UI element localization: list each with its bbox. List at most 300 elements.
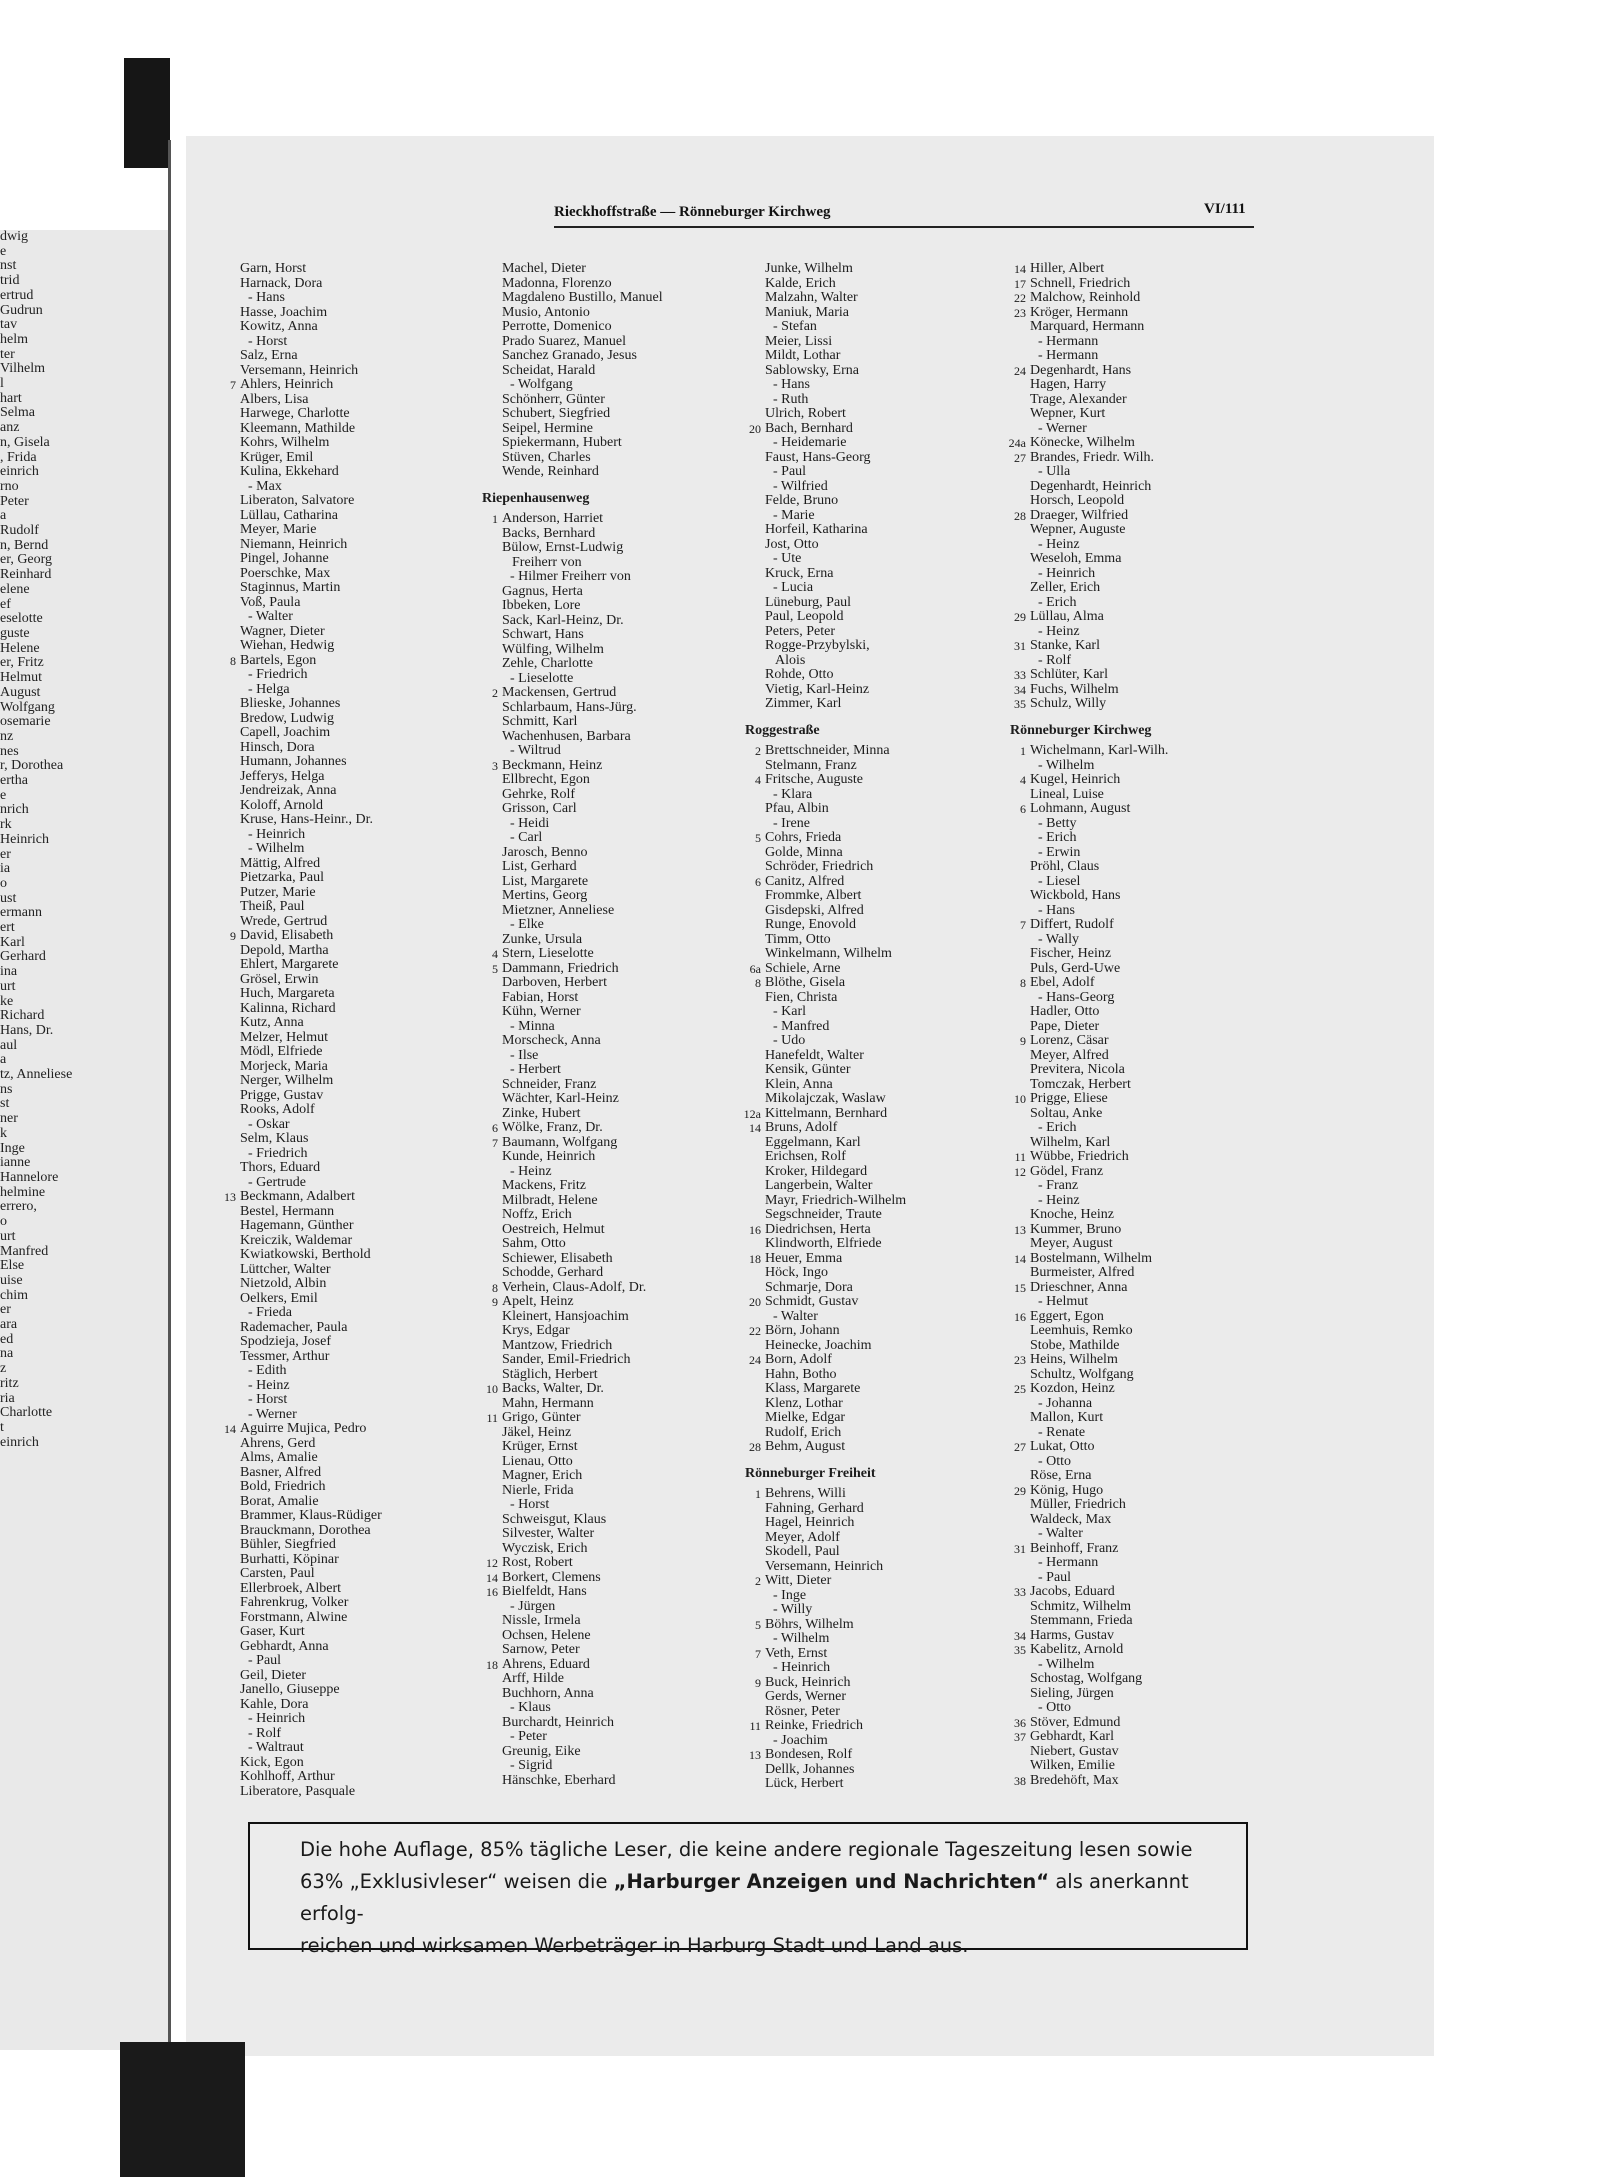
resident-entry: [1014, 449, 1168, 466]
resident-entry: [765, 1603, 906, 1618]
resident-name: - Werner: [1038, 420, 1087, 436]
left-page-line: urt: [0, 1228, 16, 1244]
resident-name: Lüllau, Catharina: [240, 507, 338, 523]
resident-name: Bredow, Ludwig: [240, 710, 334, 726]
resident-name: - Walter: [773, 1308, 818, 1324]
resident-name: Alois: [775, 652, 806, 668]
left-page-line: Rudolf: [0, 523, 39, 539]
left-page-line: ef: [0, 596, 11, 612]
resident-name: Dammann, Friedrich: [502, 960, 619, 976]
resident-entry: [240, 1625, 382, 1640]
resident-name: - Hans-Georg: [1038, 989, 1115, 1005]
resident-name: Pape, Dieter: [1030, 1018, 1100, 1034]
resident-entry: [502, 860, 663, 875]
resident-entry: [502, 1701, 663, 1716]
resident-entry: [240, 349, 382, 364]
resident-entry: [1014, 1482, 1168, 1499]
resident-entry: [1014, 609, 1168, 625]
resident-name: Schmidt, Gustav: [765, 1294, 859, 1309]
resident-name: Beckmann, Heinz: [502, 757, 603, 773]
resident-name: - Otto: [1038, 1453, 1072, 1469]
resident-entry: [240, 465, 382, 480]
advert-line-2-end: als anerkannt erfolg-: [300, 1870, 1189, 1925]
resident-entry: [765, 1281, 906, 1296]
left-page-line: tav: [0, 317, 18, 333]
resident-name: Klenz, Lothar: [765, 1395, 843, 1411]
resident-entry: [240, 828, 382, 843]
resident-name: Meyer, Alfred: [1030, 1047, 1109, 1063]
resident-name: - Max: [248, 478, 282, 494]
resident-name: Spodzieja, Josef: [240, 1334, 331, 1349]
resident-entry: [1030, 1411, 1168, 1426]
left-page-line: er: [0, 846, 11, 862]
resident-name: Röse, Erna: [1030, 1468, 1092, 1483]
resident-entry: [765, 494, 906, 509]
resident-entry: [240, 567, 382, 582]
left-page-line: einrich: [0, 464, 39, 480]
column-3: [743, 261, 907, 1792]
resident-entry: [765, 1632, 906, 1647]
resident-name: Jacobs, Eduard: [1030, 1584, 1115, 1599]
house-number: 12: [486, 1556, 498, 1570]
resident-entry: [502, 1397, 663, 1412]
resident-entry: [240, 1002, 382, 1017]
resident-name: Hagel, Heinrich: [765, 1515, 855, 1530]
resident-entry: [755, 1486, 906, 1502]
resident-entry: [240, 523, 382, 538]
resident-entry: [502, 918, 663, 933]
house-number: 35: [1014, 697, 1026, 711]
resident-entry: [749, 1352, 906, 1368]
left-page-line: a: [0, 1052, 7, 1068]
resident-entry: [755, 1573, 906, 1589]
resident-name: Kummer, Bruno: [1030, 1221, 1122, 1237]
resident-name: Thors, Eduard: [240, 1160, 321, 1175]
resident-name: Gebhardt, Karl: [1030, 1729, 1114, 1744]
resident-entry: [1030, 407, 1168, 422]
house-number: 28: [1014, 508, 1026, 523]
resident-entry: [502, 599, 663, 614]
resident-entry: [240, 1698, 382, 1713]
resident-name: Skodell, Paul: [765, 1544, 840, 1559]
house-number: 8: [1020, 976, 1026, 990]
left-page-line: nrich: [0, 802, 29, 818]
resident-entry: [502, 889, 663, 904]
resident-name: Knoche, Heinz: [1030, 1207, 1114, 1222]
resident-name: - Heidi: [510, 815, 550, 831]
left-page-line: ter: [0, 346, 15, 362]
resident-entry: [502, 1310, 663, 1325]
resident-entry: [240, 1306, 382, 1321]
resident-entry: [502, 1498, 663, 1513]
resident-entry: [240, 1495, 382, 1510]
resident-entry: [1030, 1324, 1168, 1339]
resident-entry: [502, 846, 663, 861]
resident-entry: [1030, 422, 1168, 437]
resident-entry: [502, 1745, 663, 1760]
resident-name: Grigo, Günter: [502, 1410, 581, 1425]
resident-entry: [240, 1103, 382, 1118]
left-page-line: ertrud: [0, 287, 34, 303]
resident-entry: [765, 639, 906, 654]
resident-entry: [1030, 860, 1168, 875]
resident-entry: [765, 291, 906, 306]
resident-name: Wagner, Dieter: [240, 623, 325, 639]
resident-name: - Heinz: [1038, 1192, 1080, 1208]
resident-entry: [749, 1718, 906, 1734]
left-page-line: er: [0, 1302, 11, 1318]
resident-name: Schiewer, Elisabeth: [502, 1250, 613, 1266]
resident-entry: [765, 335, 906, 350]
resident-entry: [240, 1596, 382, 1611]
resident-name: Schubert, Siegfried: [502, 406, 611, 421]
resident-entry: [1030, 1426, 1168, 1441]
resident-name: - Heinrich: [248, 826, 306, 842]
resident-name: Stüven, Charles: [502, 449, 591, 465]
resident-name: Hahn, Botho: [765, 1366, 837, 1382]
resident-name: Marquard, Hermann: [1030, 319, 1145, 334]
resident-entry: [502, 451, 663, 466]
resident-name: - Friedrich: [248, 667, 308, 682]
resident-name: - Rolf: [1038, 652, 1072, 668]
resident-name: Fahrenkrug, Volker: [240, 1595, 349, 1610]
left-page-line: August: [0, 684, 41, 700]
left-page-line: Helmut: [0, 670, 42, 686]
resident-name: - Helmut: [1038, 1294, 1089, 1309]
resident-name: Lineal, Luise: [1030, 786, 1104, 802]
resident-name: Ebel, Adolf: [1030, 975, 1095, 990]
resident-entry: [1030, 1527, 1168, 1542]
resident-entry: [1030, 625, 1168, 640]
resident-name: - Wally: [1038, 931, 1079, 947]
resident-entry: [765, 523, 906, 538]
house-number: 14: [486, 1570, 498, 1585]
resident-name: Wepner, Auguste: [1030, 522, 1126, 537]
resident-entry: [1014, 362, 1168, 379]
resident-name: Rogge-Przybylski,: [765, 638, 870, 653]
resident-entry: [755, 772, 906, 788]
left-page-line: e: [0, 787, 7, 803]
resident-entry: [1014, 1584, 1168, 1600]
resident-name: - Walter: [248, 609, 293, 624]
resident-entry: [502, 556, 663, 571]
resident-entry: [240, 900, 382, 915]
resident-name: - Helga: [248, 681, 290, 697]
left-page-line: ermann: [0, 905, 42, 921]
resident-entry: [1030, 1136, 1168, 1151]
resident-name: Stelmann, Franz: [765, 757, 857, 773]
resident-name: - Ruth: [773, 391, 809, 407]
resident-entry: [502, 320, 663, 335]
left-page-line: dwig: [0, 230, 28, 244]
resident-entry: [1030, 991, 1168, 1006]
house-number: 2: [755, 744, 761, 758]
house-number: 29: [1014, 1483, 1026, 1498]
resident-name: Buck, Heinrich: [765, 1674, 851, 1690]
resident-entry: [1030, 1020, 1168, 1035]
resident-name: Felde, Bruno: [765, 493, 839, 508]
resident-name: Trage, Alexander: [1030, 391, 1127, 407]
resident-entry: [240, 422, 382, 437]
house-number: 18: [749, 1251, 761, 1266]
left-page-line: Wolfgang: [0, 699, 55, 715]
resident-name: Theiß, Paul: [240, 899, 305, 914]
resident-entry: [749, 1250, 906, 1267]
resident-entry: [240, 668, 382, 683]
resident-entry: [240, 1611, 382, 1626]
resident-name: Klein, Anna: [765, 1076, 833, 1092]
resident-name: Oestreich, Helmut: [502, 1221, 605, 1237]
resident-entry: [240, 915, 382, 930]
resident-entry: [240, 1045, 382, 1060]
resident-name: - Edith: [248, 1363, 287, 1378]
resident-name: Schultz, Wolfgang: [1030, 1366, 1134, 1382]
resident-name: Heinecke, Joachim: [765, 1337, 872, 1353]
resident-name: Schiele, Arne: [765, 960, 841, 976]
resident-entry: [765, 1411, 906, 1426]
resident-name: Ahrens, Eduard: [502, 1656, 590, 1672]
resident-entry: [502, 1527, 663, 1542]
resident-entry: [240, 1712, 382, 1727]
resident-entry: [240, 1176, 382, 1191]
resident-name: Höck, Ingo: [765, 1265, 828, 1280]
resident-entry: [765, 1502, 906, 1517]
resident-entry: [1030, 1266, 1168, 1281]
resident-entry: [1030, 875, 1168, 890]
resident-entry: [240, 1582, 382, 1597]
resident-entry: [240, 799, 382, 814]
resident-name: Basner, Alfred: [240, 1464, 322, 1480]
resident-name: Magner, Erich: [502, 1468, 583, 1483]
house-number: 1: [1020, 744, 1026, 758]
resident-name: Wickbold, Hans: [1030, 888, 1121, 903]
resident-name: Zeller, Erich: [1030, 580, 1101, 595]
resident-name: Sanchez Granado, Jesus: [502, 348, 637, 363]
resident-name: - Rolf: [248, 1725, 282, 1741]
resident-entry: [1030, 1759, 1168, 1774]
resident-entry: [502, 991, 663, 1006]
house-number: 9: [755, 1675, 761, 1690]
resident-entry: [1014, 1308, 1168, 1325]
resident-name: Drieschner, Anna: [1030, 1279, 1128, 1295]
resident-name: Magdaleno Bustillo, Manuel: [502, 290, 663, 305]
resident-entry: [1030, 320, 1168, 335]
resident-entry: [492, 757, 663, 774]
resident-entry: [502, 1643, 663, 1658]
resident-entry: [765, 1208, 906, 1223]
resident-entry: [1014, 696, 1168, 712]
resident-entry: [240, 770, 382, 785]
resident-name: Zehle, Charlotte: [502, 656, 593, 671]
resident-name: Mahn, Hermann: [502, 1395, 594, 1411]
resident-name: - Peter: [510, 1729, 547, 1744]
advert-newspaper-name: „Harburger Anzeigen und Nachrichten“: [613, 1870, 1050, 1893]
resident-entry: [240, 1770, 382, 1785]
resident-name: Backs, Bernhard: [502, 525, 596, 541]
advert-line-2: [300, 1866, 1246, 1930]
resident-name: Seipel, Hermine: [502, 420, 593, 436]
left-page-line: ara: [0, 1317, 18, 1333]
resident-name: Fabian, Horst: [502, 989, 579, 1005]
left-page-line: er, Fritz: [0, 655, 44, 671]
house-number: 35: [1014, 1643, 1026, 1657]
resident-name: Wrede, Gertrud: [240, 913, 328, 929]
left-page-line: Heinrich: [0, 831, 49, 847]
resident-name: Capell, Joachim: [240, 725, 331, 740]
resident-entry: [240, 1683, 382, 1698]
resident-entry: [502, 1426, 663, 1441]
resident-name: Gehrke, Rolf: [502, 786, 576, 802]
resident-entry: [765, 1705, 906, 1720]
resident-name: Lukat, Otto: [1030, 1439, 1095, 1454]
resident-name: Geil, Dieter: [240, 1667, 307, 1683]
resident-name: - Sigrid: [510, 1758, 553, 1773]
resident-entry: [1030, 1469, 1168, 1484]
resident-name: - Irene: [773, 815, 810, 831]
resident-entry: [755, 975, 906, 991]
left-page-line: ner: [0, 1111, 18, 1127]
left-page-line: guste: [0, 625, 30, 641]
resident-entry: [492, 1294, 663, 1310]
resident-name: Gödel, Franz: [1030, 1163, 1104, 1179]
resident-name: Schmarje, Dora: [765, 1279, 853, 1295]
resident-name: - Willy: [773, 1602, 813, 1617]
resident-name: - Heinz: [1038, 623, 1080, 639]
resident-name: Mackensen, Gertrud: [502, 685, 617, 700]
resident-name: König, Hugo: [1030, 1482, 1104, 1498]
resident-name: - Stefan: [773, 319, 817, 334]
left-page-line: anz: [0, 420, 20, 436]
resident-entry: [492, 1279, 663, 1296]
resident-entry: [240, 596, 382, 611]
resident-entry: [240, 1524, 382, 1539]
left-page-line: ritz: [0, 1375, 19, 1391]
resident-name: Stöver, Edmund: [1030, 1714, 1121, 1730]
resident-entry: [240, 1727, 382, 1742]
resident-name: Kensik, Günter: [765, 1062, 851, 1077]
resident-name: Wachenhusen, Barbara: [502, 728, 631, 744]
resident-name: Meyer, Marie: [240, 522, 317, 537]
resident-entry: [502, 1208, 663, 1223]
resident-name: Fahning, Gerhard: [765, 1500, 864, 1516]
resident-name: Anderson, Harriet: [502, 511, 604, 526]
resident-name: - Wilfried: [773, 478, 828, 494]
resident-entry: [765, 1266, 906, 1281]
resident-name: - Manfred: [773, 1018, 830, 1034]
resident-entry: [240, 1263, 382, 1278]
resident-entry: [240, 610, 382, 625]
resident-entry: [492, 1120, 663, 1136]
resident-name: Bühler, Siegfried: [240, 1537, 336, 1552]
street-heading: Roggestraße: [745, 722, 820, 738]
resident-entry: [502, 1107, 663, 1122]
resident-entry: [1030, 494, 1168, 509]
left-page-line: ia: [0, 861, 11, 877]
resident-name: Hagen, Harry: [1030, 377, 1107, 392]
resident-entry: [502, 1614, 663, 1629]
left-page-line: o: [0, 875, 7, 891]
resident-entry: [1014, 667, 1168, 683]
resident-entry: [765, 1063, 906, 1078]
resident-entry: [765, 947, 906, 962]
resident-entry: [240, 1408, 382, 1423]
advert-line-2-start: 63% „Exklusivleser“ weisen die: [300, 1870, 614, 1893]
left-page-line: Helene: [0, 640, 40, 656]
resident-name: - Walter: [1038, 1526, 1083, 1541]
resident-entry: [1030, 1179, 1168, 1194]
street-heading: Rönneburger Kirchweg: [1010, 722, 1152, 738]
house-number: 6: [492, 1121, 498, 1135]
resident-name: - Johanna: [1038, 1395, 1093, 1411]
resident-name: Kittelmann, Bernhard: [765, 1105, 888, 1121]
resident-name: Mödl, Elfriede: [240, 1044, 323, 1059]
resident-entry: [743, 1105, 906, 1122]
left-page-line: helmine: [0, 1184, 46, 1200]
house-number: 31: [1014, 639, 1026, 653]
resident-name: Cohrs, Frieda: [765, 830, 842, 845]
resident-entry: [240, 1060, 382, 1075]
left-page-fragment: [0, 230, 170, 2050]
resident-entry: [502, 585, 663, 600]
resident-entry: [502, 643, 663, 658]
resident-name: Rost, Robert: [502, 1555, 573, 1570]
resident-entry: [240, 480, 382, 495]
left-page-line: Gerhard: [0, 949, 46, 965]
resident-name: Lüttcher, Walter: [240, 1261, 331, 1277]
house-number: 4: [492, 947, 498, 961]
resident-name: Nissle, Irmela: [502, 1613, 581, 1628]
resident-entry: [765, 277, 906, 292]
resident-name: - Ilse: [510, 1047, 539, 1063]
resident-name: Golde, Minna: [765, 844, 843, 860]
house-number: 2: [492, 686, 498, 700]
left-page-line: Gudrun: [0, 302, 43, 318]
resident-name: Faust, Hans-Georg: [765, 449, 871, 465]
resident-name: Börn, Johann: [765, 1323, 840, 1338]
house-number: 36: [1014, 1715, 1026, 1730]
resident-entry: [765, 904, 906, 919]
resident-name: - Wolfgang: [510, 377, 573, 392]
resident-name: Sack, Karl-Heinz, Dr.: [502, 612, 624, 628]
resident-name: Junke, Wilhelm: [765, 261, 853, 276]
resident-name: Hiller, Albert: [1030, 261, 1105, 276]
resident-name: Nietzold, Albin: [240, 1276, 327, 1291]
resident-name: Rudolf, Erich: [765, 1424, 842, 1440]
resident-entry: [502, 1179, 663, 1194]
resident-name: Malzahn, Walter: [765, 290, 858, 305]
resident-entry: [502, 730, 663, 745]
resident-name: Gisdepski, Alfred: [765, 902, 864, 918]
resident-name: Arff, Hilde: [502, 1671, 564, 1686]
resident-entry: [230, 928, 382, 944]
house-number: 22: [749, 1324, 761, 1338]
resident-entry: [765, 683, 906, 698]
left-page-line: nz: [0, 728, 14, 744]
resident-name: Jefferys, Helga: [240, 768, 325, 784]
resident-name: Klindworth, Elfriede: [765, 1236, 882, 1251]
left-page-line: tz, Anneliese: [0, 1067, 73, 1083]
resident-name: Morjeck, Maria: [240, 1058, 328, 1074]
resident-name: - Ute: [773, 551, 802, 566]
resident-name: Hagemann, Günther: [240, 1218, 354, 1233]
left-page-line: chim: [0, 1287, 28, 1303]
resident-entry: [765, 349, 906, 364]
resident-name: Stemmann, Frieda: [1030, 1613, 1133, 1628]
resident-name: Wilken, Emilie: [1030, 1758, 1115, 1773]
house-number: 5: [492, 961, 498, 976]
resident-entry: [1030, 1498, 1168, 1513]
house-number: 38: [1014, 1773, 1026, 1788]
